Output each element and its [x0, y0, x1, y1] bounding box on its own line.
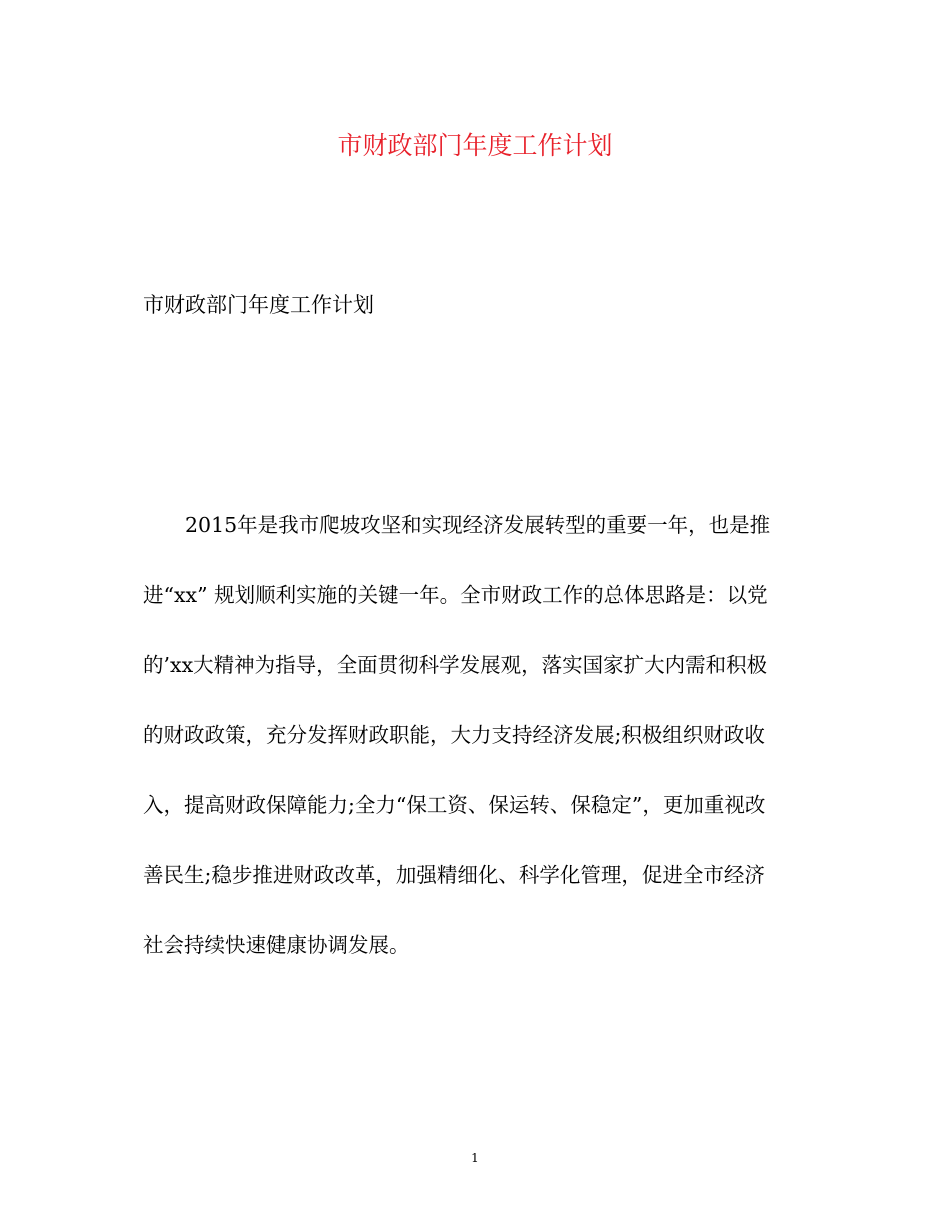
paragraph-line: 2015年是我市爬坡攻坚和实现经济发展转型的重要一年，也是推	[185, 513, 771, 537]
paragraph-line: 社会持续快速健康协调发展。	[143, 933, 410, 957]
document-title: 市财政部门年度工作计划	[337, 131, 613, 160]
paragraph-line: 的财政政策，充分发挥财政职能，大力支持经济发展;积极组织财政收	[143, 723, 765, 747]
document-subtitle: 市财政部门年度工作计划	[143, 293, 374, 317]
page-number: 1	[471, 1151, 479, 1165]
paragraph-line: 进“xx” 规划顺利实施的关键一年。全市财政工作的总体思路是：以党	[143, 583, 768, 607]
body-paragraph	[143, 510, 813, 1000]
paragraph-line: 的’xx大精神为指导，全面贯彻科学发展观，落实国家扩大内需和积极	[143, 653, 768, 677]
paragraph-line: 入，提高财政保障能力;全力“保工资、保运转、保稳定”，更加重视改	[143, 793, 766, 817]
paragraph-line: 善民生;稳步推进财政改革，加强精细化、科学化管理，促进全市经济	[143, 863, 765, 887]
